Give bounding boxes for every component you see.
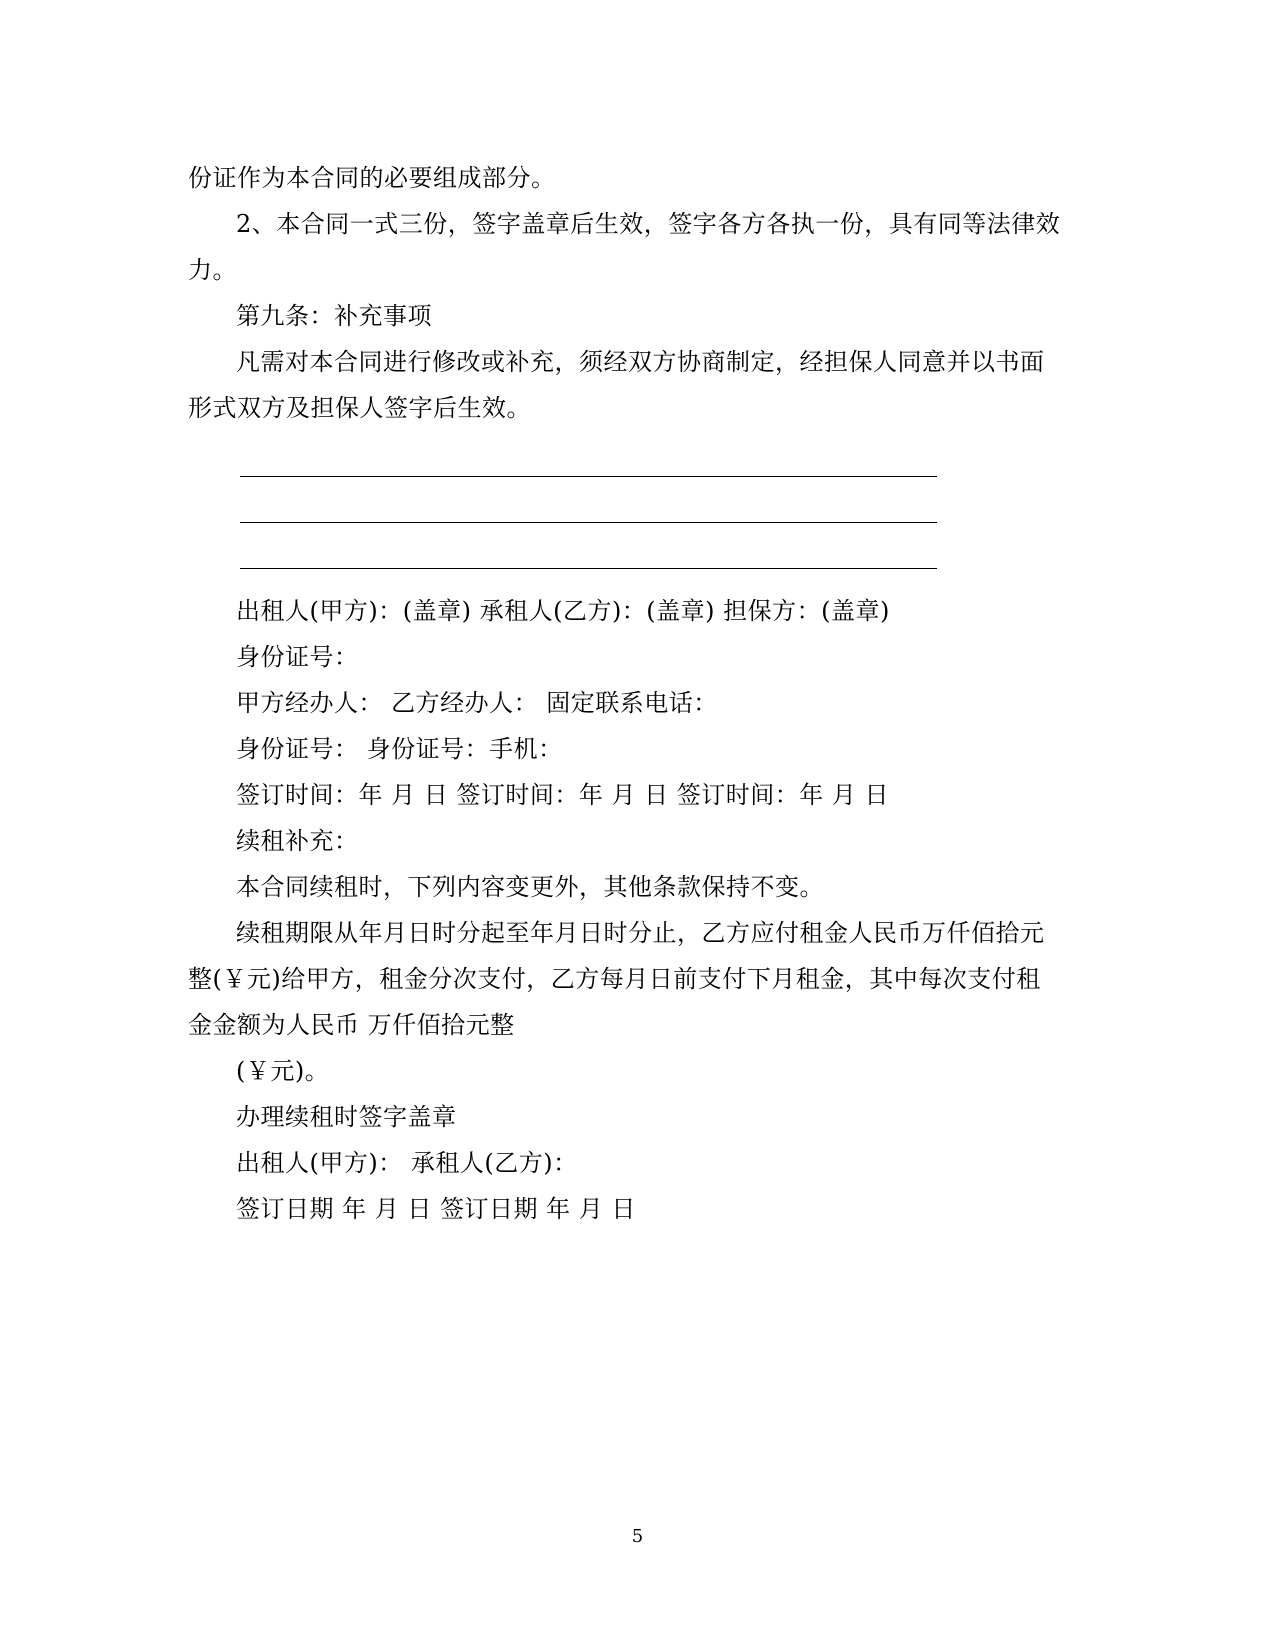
fill-in-blank-line	[240, 522, 937, 523]
renewal-date-line: 签订日期 年 月 日 签订日期 年 月 日	[236, 1195, 636, 1223]
paragraph-line: 形式双方及担保人签字后生效。	[188, 394, 531, 422]
paragraph-line: 金金额为人民币 万仟佰拾元整	[188, 1011, 515, 1039]
paragraph-line: (￥元)。	[236, 1057, 330, 1085]
paragraph-line: 续租期限从年月日时分起至年月日时分止，乙方应付租金人民币万仟佰拾元	[236, 919, 1045, 947]
renewal-parties-line: 出租人(甲方)： 承租人(乙方)：	[236, 1149, 578, 1177]
renewal-heading: 续租补充：	[236, 827, 359, 855]
paragraph-line: 本合同续租时，下列内容变更外，其他条款保持不变。	[236, 873, 824, 901]
paragraph-line: 整(￥元)给甲方，租金分次支付，乙方每月日前支付下月租金，其中每次支付租	[188, 965, 1041, 993]
agents-line: 甲方经办人： 乙方经办人： 固定联系电话：	[236, 689, 718, 717]
page-number: 5	[631, 1526, 644, 1547]
paragraph-line: 力。	[188, 256, 237, 284]
paragraph-line: 办理续租时签字盖章	[236, 1103, 457, 1131]
signature-parties-line: 出租人(甲方)：(盖章) 承租人(乙方)：(盖章) 担保方：(盖章)	[236, 597, 890, 625]
signing-date-line: 签订时间：年 月 日 签订时间：年 月 日 签订时间：年 月 日	[236, 781, 890, 809]
paragraph-line: 凡需对本合同进行修改或补充，须经双方协商制定，经担保人同意并以书面	[236, 348, 1045, 376]
id-number-line: 身份证号：	[236, 643, 359, 671]
paragraph-line: 份证作为本合同的必要组成部分。	[188, 164, 556, 192]
fill-in-blank-line	[240, 476, 937, 477]
id-number-phone-line: 身份证号： 身份证号：手机：	[236, 735, 563, 763]
section-heading: 第九条：补充事项	[236, 302, 432, 330]
paragraph-line: 2、本合同一式三份，签字盖章后生效，签字各方各执一份，具有同等法律效	[236, 210, 1061, 238]
fill-in-blank-line	[240, 568, 937, 569]
